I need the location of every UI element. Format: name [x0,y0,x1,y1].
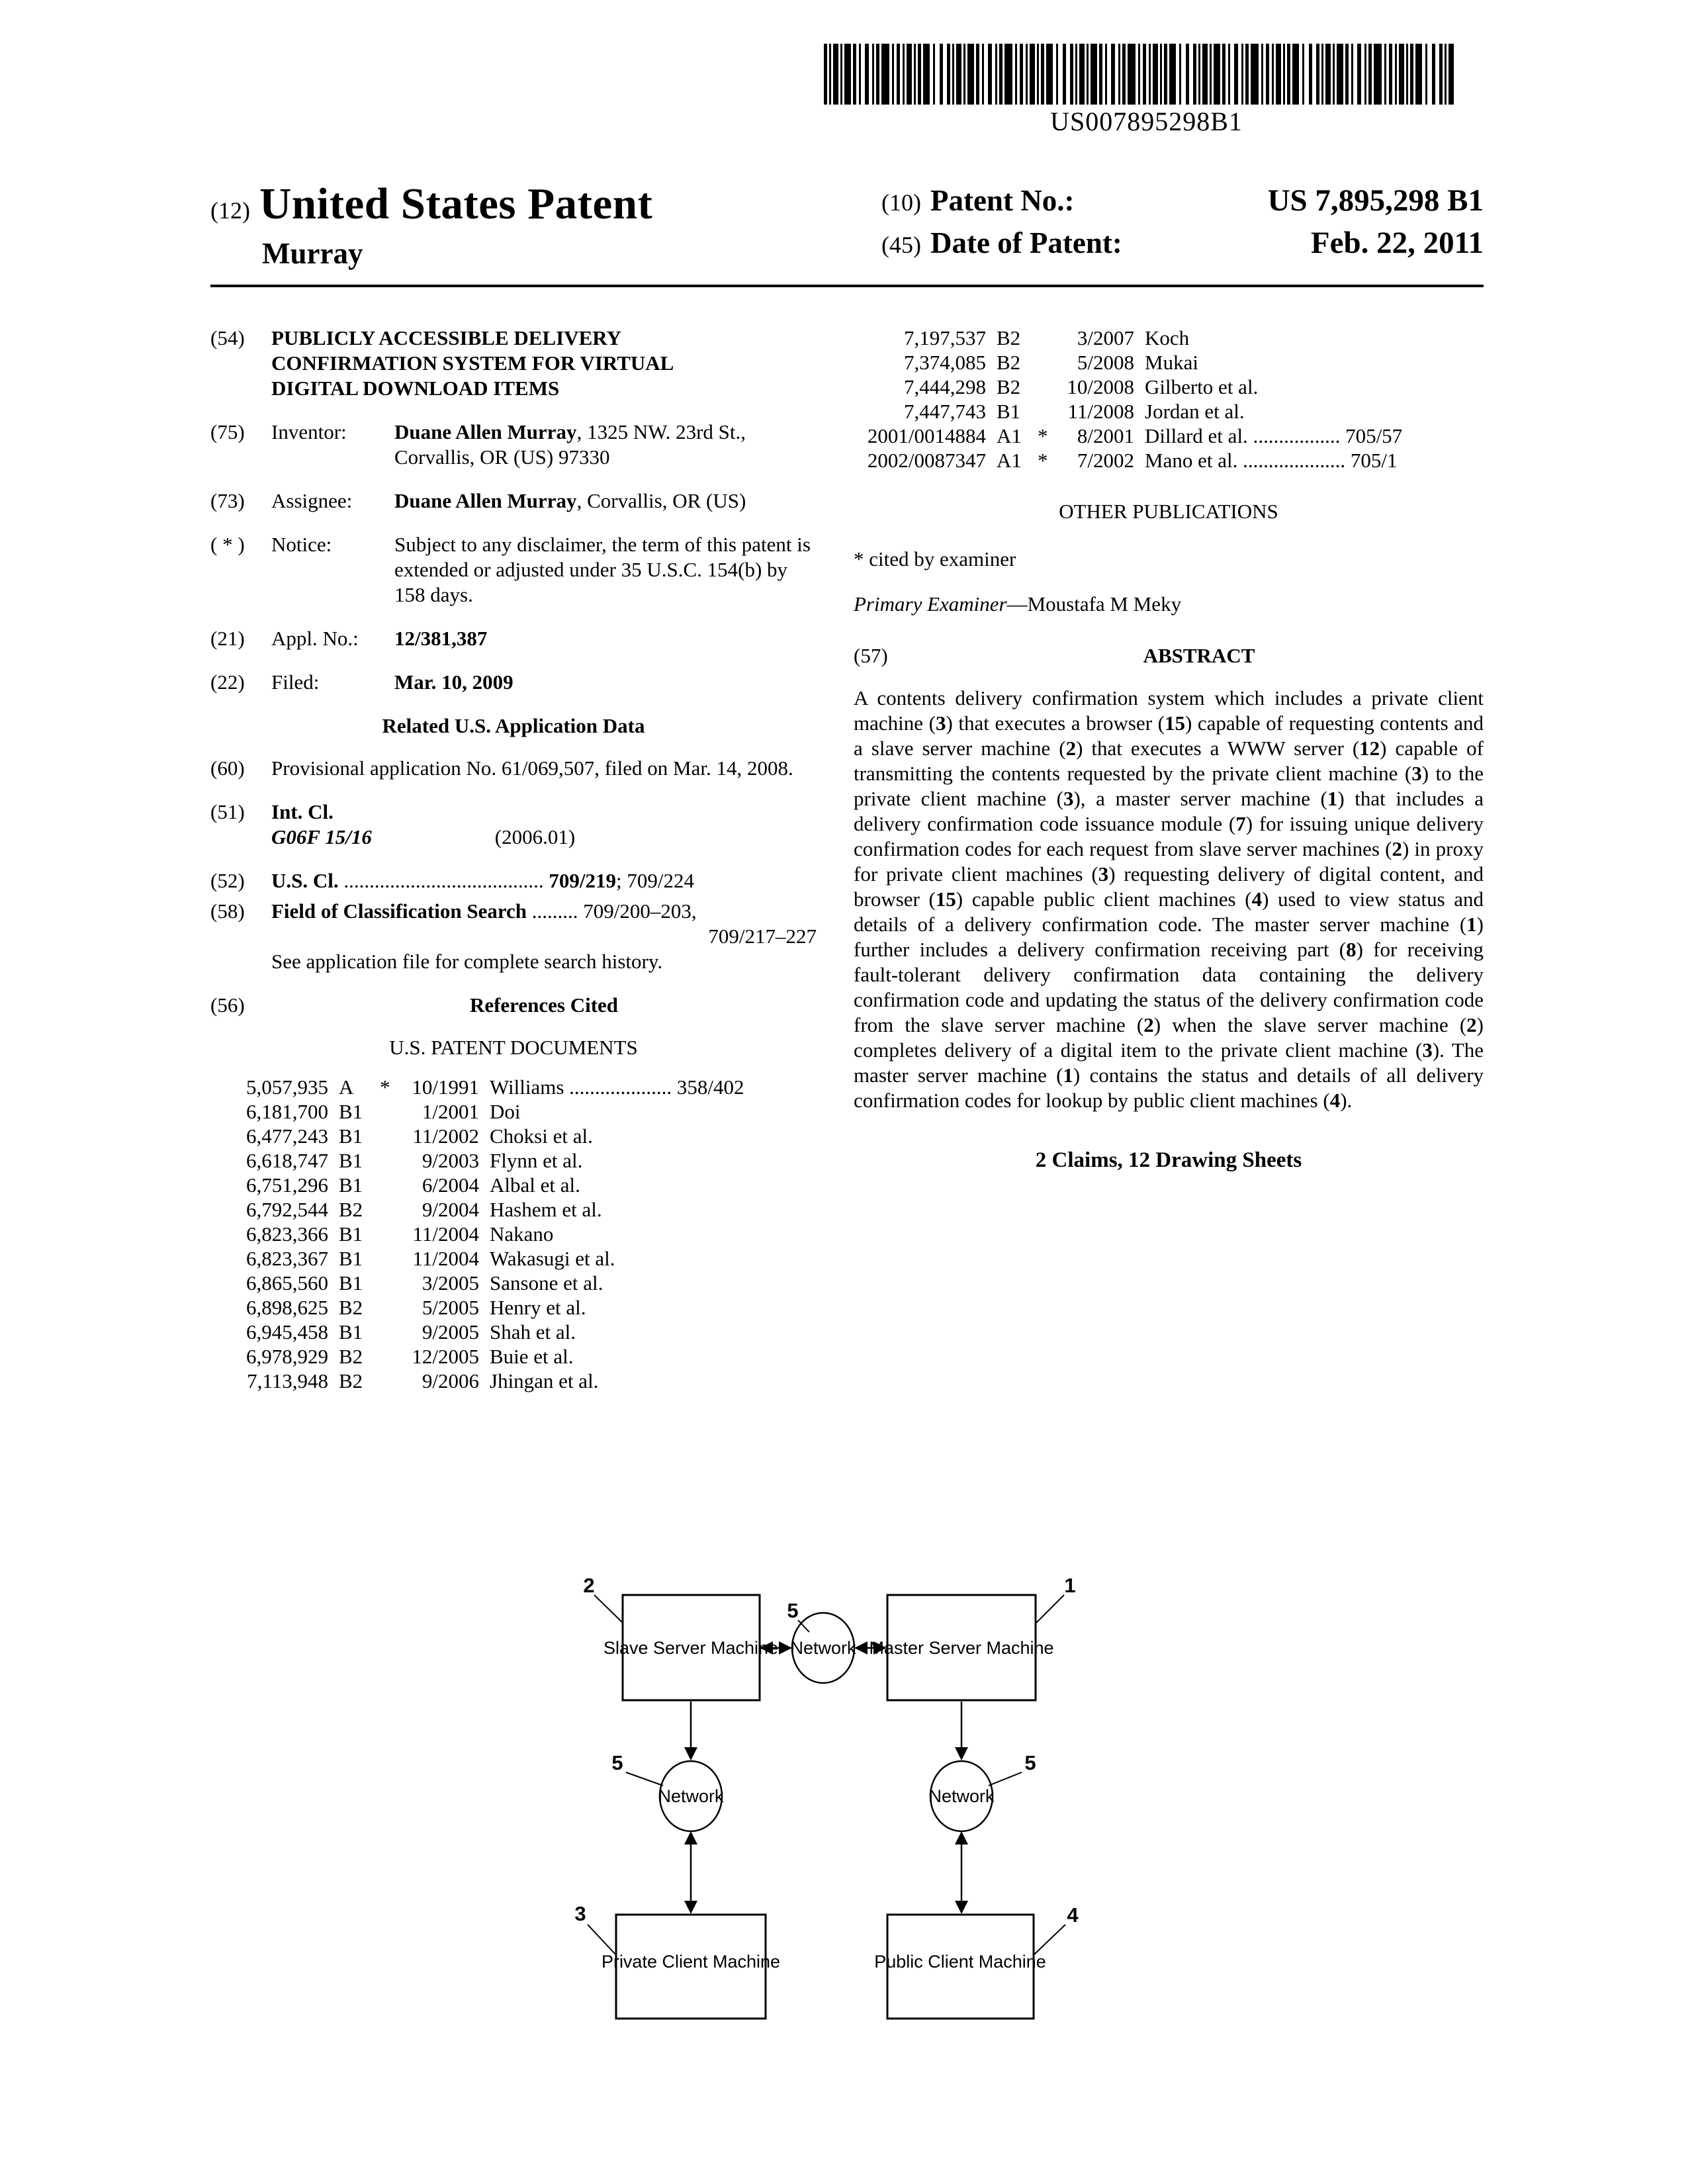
field-56-num: (56) [210,993,245,1017]
ref-name-class: Wakasugi et al. [490,1247,615,1270]
primary-examiner-line [854,592,1484,617]
patent-ref-row [854,399,1484,424]
ref-number: 6,823,367 [246,1247,328,1270]
patent-ref-row [854,448,1484,473]
related-data-header: Related U.S. Application Data [382,714,645,737]
ref-examiner-star [1038,326,1055,350]
primary-examiner-label: Primary Examiner [854,592,1007,615]
leader-line-2 [594,1595,623,1623]
ref-numeral-4: 4 [1067,1903,1079,1927]
claims-drawing-sheets-line: 2 Claims, 12 Drawing Sheets [1035,1148,1302,1172]
ref-number: 7,447,743 [904,400,986,423]
ref-name-class: Dillard et al. ................. 705/57 [1145,424,1403,447]
ref-name-class: Williams .................... 358/402 [490,1075,744,1099]
ref-number: 2002/0087347 [867,449,986,472]
ref-date: 10/2008 [1067,375,1134,398]
ref-numeral-2: 2 [583,1574,595,1597]
ref-kind-code: B1 [339,1173,363,1197]
ref-name-class: Hashem et al. [490,1198,602,1221]
ref-date: 3/2005 [422,1271,479,1295]
ref-examiner-star [380,1148,400,1173]
field-60-num: (60) [210,756,245,780]
ref-date: 7/2002 [1077,449,1134,472]
ref-number: 5,057,935 [246,1075,328,1099]
ref-kind-code: B1 [339,1149,363,1172]
patent-ref-row [230,1222,817,1246]
ref-number: 2001/0014884 [867,424,986,447]
ref-examiner-star [1038,399,1055,424]
ref-examiner-star: * [1038,449,1048,472]
ref-kind-code: A1 [997,424,1022,447]
field-search-dots: ......... [531,899,578,923]
patent-ref-row [230,1148,817,1173]
left-column [210,326,817,1393]
ref-numeral-5-left: 5 [611,1751,623,1774]
ref-examiner-star [380,1271,400,1295]
ref-number: 6,792,544 [246,1198,328,1221]
ref-number: 7,197,537 [904,326,986,349]
int-cl-year: (2006.01) [494,825,576,848]
us-patent-documents-header: U.S. PATENT DOCUMENTS [389,1036,638,1059]
us-cl-value-rest: ; 709/224 [616,869,694,892]
ref-kind-code: A [339,1075,354,1099]
ref-date: 1/2001 [422,1100,479,1123]
ref-kind-code: B2 [997,375,1021,398]
patent-ref-row [854,326,1484,350]
master-server-label: Master Server Machine [869,1638,1054,1658]
private-client-label: Private Client Machine [601,1952,781,1972]
ref-number: 7,374,085 [904,351,986,374]
ref-numeral-5-top: 5 [787,1599,799,1622]
section-provisional-60 [210,756,817,781]
ref-date: 3/2007 [1077,326,1134,349]
leader-line-3 [588,1925,616,1955]
patent-ref-row [230,1369,817,1393]
patent-ref-row [854,350,1484,375]
int-cl-label: Int. Cl. [271,800,334,823]
notice-text: Subject to any disclaimer, the term of this patent is extended or adjusted under 35 U.S.C. 154(b) by 158 days. [394,533,811,606]
ref-kind-code: B1 [339,1124,363,1148]
ref-date: 11/2004 [412,1247,479,1270]
network-label-left: Network [658,1786,724,1806]
ref-number: 6,618,747 [246,1149,328,1172]
field-search-label: Field of Classification Search [271,899,527,923]
ref-name-class: Doi [490,1100,521,1123]
other-publications-header: OTHER PUBLICATIONS [1059,500,1278,523]
section-filed-22 [210,670,817,695]
header-divider [210,285,1484,287]
ref-number: 6,945,458 [246,1320,328,1343]
patent-ref-row [230,1173,817,1197]
ref-name-class: Jordan et al. [1145,400,1245,423]
ref-examiner-star [1038,350,1055,375]
section-int-cl-51 [210,799,817,850]
assignee-label: Assignee: [271,489,353,512]
ref-date: 9/2006 [422,1369,479,1392]
inventor-value [394,420,817,470]
field-52-num: (52) [210,869,245,892]
field-search-range1: 709/200–203, [583,899,697,923]
patent-ref-row [854,375,1484,399]
notice-star-num: ( * ) [210,533,245,556]
ref-date: 5/2005 [422,1296,479,1319]
ref-kind-code: B1 [997,400,1021,423]
ref-kind-code: B2 [339,1369,363,1392]
ref-kind-code: B2 [997,351,1021,374]
field-search-note: See application file for complete search history. [271,950,663,973]
references-cited-header [210,993,817,1018]
ref-number: 7,113,948 [247,1369,328,1392]
section-title-54 [210,326,817,401]
patent-ref-row [230,1271,817,1295]
ref-number: 6,865,560 [246,1271,328,1295]
figure-1-diagram [210,1549,1484,2078]
date-paren: (45) [881,232,921,258]
right-column [854,326,1484,1393]
patent-ref-row [854,424,1484,448]
assignee-name: Duane Allen Murray [394,489,577,512]
ref-name-class: Jhingan et al. [490,1369,599,1392]
references-table-right [854,326,1484,473]
leader-line-5-left [626,1772,663,1786]
provisional-text: Provisional application No. 61/069,507, filed on Mar. 14, 2008. [271,756,793,780]
ref-kind-code: B2 [997,326,1021,349]
patent-no-paren: (10) [881,189,921,216]
inventor-address: , 1325 NW. 23rd St., Corvallis, OR (US) 97330 [394,420,746,469]
body-columns [210,326,1484,1393]
leader-line-4 [1034,1925,1065,1955]
ref-name-class: Shah et al. [490,1320,576,1343]
barcode-block [824,44,1469,137]
patent-no-label: Patent No.: [930,184,1075,217]
ref-number: 6,823,366 [246,1222,328,1246]
slave-server-label: Slave Server Machine [603,1638,779,1658]
section-inventor-75 [210,420,817,470]
ref-numeral-3: 3 [574,1902,586,1925]
filed-label: Filed: [271,670,320,694]
abstract-text: A contents delivery confirmation system which includes a private client machine (3) that executes a browser (15) capable of requesting contents and a slave server machine (2) that executes a WWW server (12) capable of transmitting the contents requested by the private client machine (3) to the private client machine (3), a master server machine (1) that includes a delivery confirmation code issuance module (7) for issuing unique delivery confirmation codes for each request from slave server machines (2) in proxy for private client machines (3) requesting delivery of digital content, and browser (15) capable public client machines (4) used to view status and details of a delivery confirmation code. The master server machine (1) further includes a delivery confirmation receiving part (8) for receiving fault-tolerant delivery confirmation data containing the delivery confirmation code and updating the status of the delivery confirmation code from the slave server machine (2) when the slave server machine (2) completes delivery of a digital item to the private client machine (3). The master server machine (1) contains the status and details of all delivery confirmation codes for lookup by public client machines (4). [854,686,1484,1112]
patent-ref-row [230,1197,817,1222]
inventor-surname: Murray [262,237,363,270]
cited-by-examiner-note: * cited by examiner [854,547,1016,570]
section-us-cl-52 [210,868,817,893]
ref-date: 10/1991 [412,1075,479,1099]
page-header [210,179,1484,271]
barcode-number: US007895298B1 [1050,107,1243,136]
references-table-left [230,1075,817,1393]
ref-examiner-star [380,1295,400,1320]
ref-name-class: Mano et al. .................... 705/1 [1145,449,1398,472]
network-label-top: Network [790,1638,856,1658]
ref-examiner-star [1038,375,1055,399]
ref-numeral-1: 1 [1064,1574,1076,1597]
ref-name-class: Nakano [490,1222,554,1246]
ref-examiner-star [380,1099,400,1124]
field-22-num: (22) [210,670,245,694]
ref-date: 11/2004 [412,1222,479,1246]
section-assignee-73 [210,488,817,514]
field-75-num: (75) [210,420,245,443]
assignee-address: , Corvallis, OR (US) [576,489,746,512]
ref-name-class: Koch [1145,326,1190,349]
inventor-label: Inventor: [271,420,347,443]
section-field-search-58 [210,899,817,974]
inventor-name: Duane Allen Murray [394,420,577,443]
field-58-num: (58) [210,899,245,923]
ref-kind-code: B1 [339,1100,363,1123]
ref-kind-code: B1 [339,1320,363,1343]
ref-name-class: Flynn et al. [490,1149,583,1172]
patent-ref-row [230,1246,817,1271]
header-left [210,179,652,271]
kind-code-paren: (12) [210,197,250,224]
patent-ref-row [230,1344,817,1369]
us-cl-label: U.S. Cl. [271,869,339,892]
leader-line-5-right [989,1772,1022,1786]
ref-number: 6,898,625 [246,1296,328,1319]
ref-number: 6,181,700 [246,1100,328,1123]
ref-examiner-star [380,1124,400,1148]
header-right [881,179,1484,271]
ref-examiner-star [380,1246,400,1271]
barcode-image [824,44,1469,105]
ref-name-class: Mukai [1145,351,1198,374]
us-cl-value: 709/219 [549,869,617,892]
ref-kind-code: B1 [339,1222,363,1246]
references-cited-title: References Cited [469,993,619,1017]
ref-examiner-star [380,1320,400,1344]
notice-label: Notice: [271,533,332,556]
field-21-num: (21) [210,627,245,650]
field-51-num: (51) [210,800,245,823]
ref-kind-code: A1 [997,449,1022,472]
ref-name-class: Henry et al. [490,1296,586,1319]
us-cl-dots: ....................................... [343,869,544,892]
public-client-label: Public Client Machine [874,1952,1046,1972]
ref-kind-code: B1 [339,1247,363,1270]
filed-value: Mar. 10, 2009 [394,670,513,694]
ref-name-class: Gilberto et al. [1145,375,1259,398]
ref-date: 9/2005 [422,1320,479,1343]
ref-date: 11/2008 [1067,400,1134,423]
ref-examiner-star [380,1344,400,1369]
patent-ref-row [230,1295,817,1320]
ref-examiner-star: * [380,1075,390,1099]
ref-date: 6/2004 [422,1173,479,1197]
ref-date: 8/2001 [1077,424,1134,447]
ref-numeral-5-right: 5 [1024,1751,1036,1774]
section-notice [210,532,817,608]
ref-name-class: Buie et al. [490,1345,574,1368]
ref-date: 5/2008 [1077,351,1134,374]
abstract-title: ABSTRACT [1143,644,1255,667]
ref-name-class: Albal et al. [490,1173,580,1197]
ref-number: 6,978,929 [246,1345,328,1368]
leader-line-1 [1036,1595,1064,1623]
ref-examiner-star: * [1038,424,1048,447]
ref-name-class: Sansone et al. [490,1271,603,1295]
appl-no-value: 12/381,387 [394,627,488,650]
ref-kind-code: B2 [339,1345,363,1368]
network-label-right: Network [928,1786,995,1806]
ref-date: 11/2002 [412,1124,479,1148]
invention-title: PUBLICLY ACCESSIBLE DELIVERY CONFIRMATION SYSTEM FOR VIRTUAL DIGITAL DOWNLOAD ITEMS [271,326,673,400]
ref-examiner-star [380,1173,400,1197]
primary-examiner-name: —Moustafa M Meky [1006,592,1182,615]
patent-ref-row [230,1075,817,1099]
ref-examiner-star [380,1222,400,1246]
field-54-num: (54) [210,326,245,349]
date-of-patent-value: Feb. 22, 2011 [1310,226,1484,260]
ref-number: 6,751,296 [246,1173,328,1197]
patent-ref-row [230,1124,817,1148]
field-search-range2: 709/217–227 [708,925,817,948]
ref-number: 7,444,298 [904,375,986,398]
ref-name-class: Choksi et al. [490,1124,593,1148]
ref-examiner-star [380,1197,400,1222]
patent-ref-row [230,1099,817,1124]
date-of-patent-label: Date of Patent: [930,226,1122,259]
ref-date: 12/2005 [412,1345,479,1368]
field-57-num: (57) [854,644,888,667]
ref-date: 9/2003 [422,1149,479,1172]
ref-date: 9/2004 [422,1198,479,1221]
patent-ref-row [230,1320,817,1344]
ref-number: 6,477,243 [246,1124,328,1148]
patent-no-value: US 7,895,298 B1 [1267,183,1484,218]
ref-kind-code: B2 [339,1198,363,1221]
field-73-num: (73) [210,489,245,512]
ref-kind-code: B1 [339,1271,363,1295]
assignee-value [394,488,817,514]
int-cl-class: G06F 15/16 [271,825,372,848]
section-appl-no-21 [210,626,817,651]
appl-no-label: Appl. No.: [271,627,359,650]
abstract-header [854,643,1484,668]
document-type-title: United States Patent [259,179,653,228]
ref-examiner-star [380,1369,400,1393]
ref-kind-code: B2 [339,1296,363,1319]
